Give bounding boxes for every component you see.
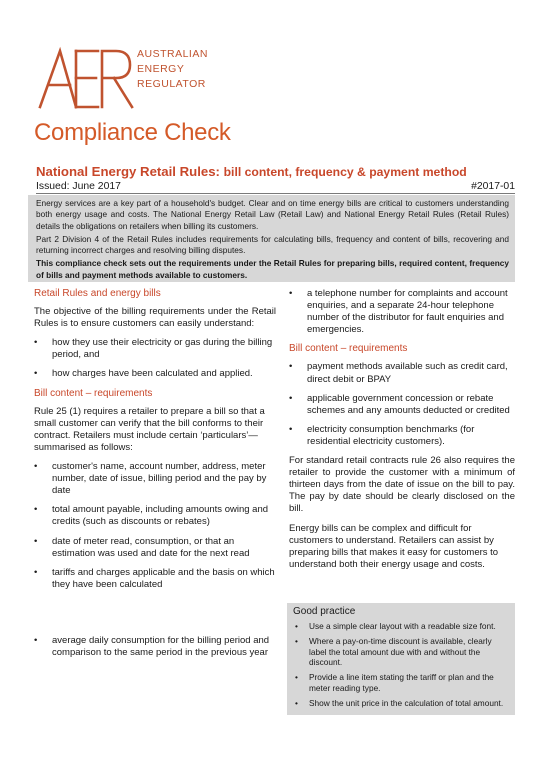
list-item: • total amount payable, including amounts owing and credits (such as discounts or rebates) <box>34 504 276 528</box>
aer-logo-mark <box>36 45 136 109</box>
section-heading-bill-content: Bill content – requirements <box>34 387 153 399</box>
left-paragraph-2: Rule 25 (1) requires a retailer to prepare a bill so that a small customer can verify that the bill conforms to their contract. Retailers must include certain ‘particulars’—summarised as follows: <box>34 405 265 453</box>
good-practice-item: • Provide a line item stating the tariff or plan and the meter reading type. <box>293 672 509 694</box>
particulars-list <box>34 461 276 591</box>
objective-list <box>34 337 276 380</box>
summary-box <box>28 195 515 282</box>
logo-line-3: REGULATOR <box>137 78 206 90</box>
left-paragraph-1: The objective of the billing requirements under the Retail Rules is to ensure customers can easily understand: <box>34 306 276 330</box>
list-item: • tariffs and charges applicable and the basis on which they have been calculated <box>34 567 276 591</box>
contact-list <box>289 288 515 336</box>
issue-line <box>36 181 515 192</box>
page-title-main: National Energy Retail Rules: <box>36 164 220 179</box>
list-item: • payment methods available such as credit card, direct debit or BPAY <box>289 361 515 385</box>
document-number: #2017-01 <box>471 181 515 192</box>
list-item: • date of meter read, consumption, or that an estimation was used and date for the next read <box>34 536 276 560</box>
page-title <box>36 164 467 179</box>
good-practice-box <box>287 603 515 715</box>
right-paragraph-1: For standard retail contracts rule 26 also requires the retailer to provide the customer with a minimum of thirteen days from the date of issue on the bill to pay. The pay by date should be clearly disclosed on the bill. <box>289 455 515 515</box>
right-paragraph-2: Energy bills can be complex and difficult for customers to understand. Retailers can assist by preparing bills that makes it easy for customers to understand both their energy usage and costs. <box>289 522 499 570</box>
list-item: • electricity consumption benchmarks (for residential electricity customers). <box>289 424 515 448</box>
list-item: • average daily consumption for the billing period and comparison to the same period in the previous year <box>34 635 276 659</box>
good-practice-item: • Use a simple clear layout with a readable size font. <box>293 621 509 632</box>
particulars-list-continued <box>34 635 276 659</box>
list-item: • how they use their electricity or gas during the billing period, and <box>34 337 276 361</box>
summary-paragraph-3: This compliance check sets out the requirements under the Retail Rules for preparing bills, required content, frequency of bills and payment methods available to customers. <box>36 258 509 280</box>
good-practice-item: • Show the unit price in the calculation of total amount. <box>293 698 509 709</box>
document-type-heading: Compliance Check <box>34 119 231 146</box>
good-practice-title: Good practice <box>293 606 356 617</box>
section-heading-retail-rules: Retail Rules and energy bills <box>34 288 161 299</box>
right-column <box>289 288 515 578</box>
logo-line-2: ENERGY <box>137 63 185 75</box>
list-item: • customer's name, account number, address, meter number, date of issue, billing period and the pay by date <box>34 461 276 497</box>
summary-paragraph-1: Energy services are a key part of a household's budget. Clear and on time energy bills are critical to customers understanding both energy usage and costs. The National Energy Retail Law (Retail Law) and National Energy Retail Rules (Retail Rules) details the obligations on retailers when billing its customers. <box>36 198 509 231</box>
logo-line-1: AUSTRALIAN <box>137 48 208 60</box>
good-practice-list <box>293 621 509 709</box>
left-column <box>34 288 276 666</box>
list-item: • how charges have been calculated and applied. <box>34 368 276 380</box>
summary-paragraph-2: Part 2 Division 4 of the Retail Rules includes requirements for calculating bills, frequency and content of bills, recovering and returning incorrect charges and resolving billing disputes. <box>36 233 509 256</box>
good-practice-item: • Where a pay-on-time discount is available, clearly label the total amount due with and without the discount. <box>293 636 509 668</box>
header-divider <box>36 193 515 194</box>
page-title-sub: bill content, frequency & payment method <box>223 165 467 179</box>
list-item: • applicable government concession or rebate schemes and any amounts deducted or credited <box>289 393 515 417</box>
list-item: • a telephone number for complaints and account enquiries, and a separate 24-hour telephone number of the distributor for fault enquiries and emergencies. <box>289 288 515 336</box>
payment-list <box>289 361 515 448</box>
issued-date: Issued: June 2017 <box>36 181 121 192</box>
logo-wordmark <box>137 47 208 92</box>
aer-logo <box>36 45 236 117</box>
section-heading-bill-content-right: Bill content – requirements <box>289 343 408 355</box>
